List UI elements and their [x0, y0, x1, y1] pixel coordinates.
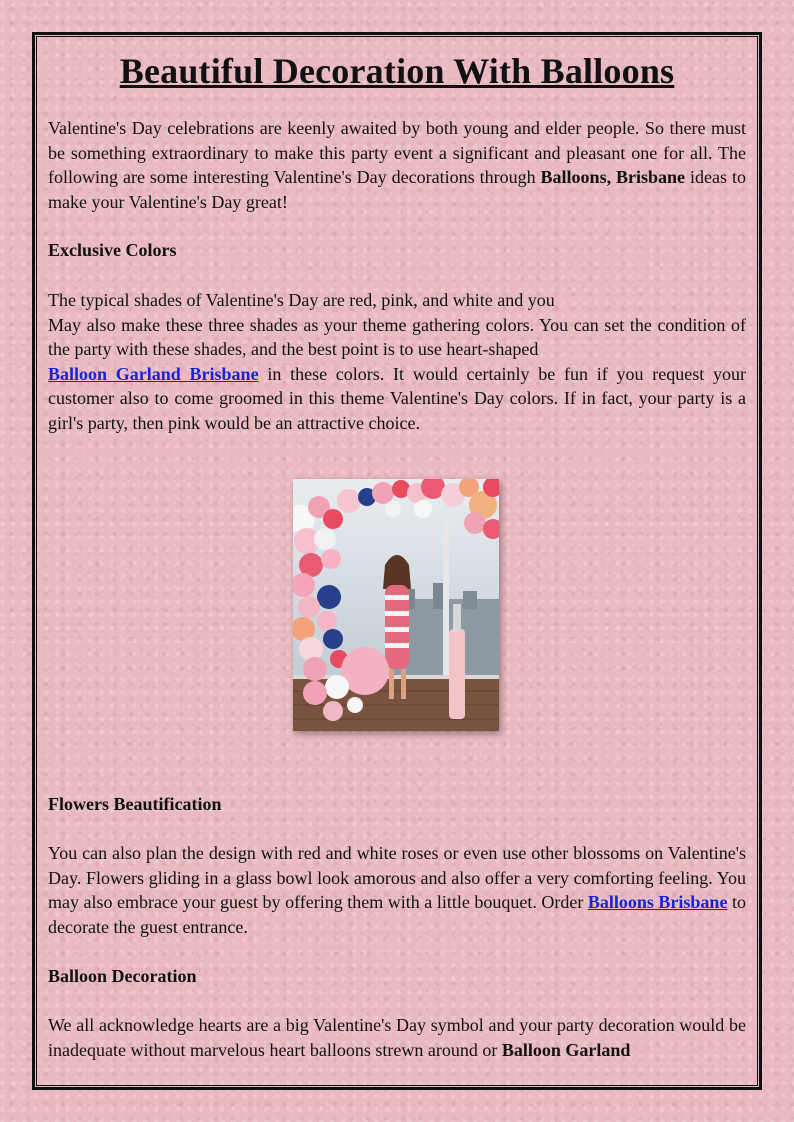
balloon-garland-brisbane-link[interactable]: Balloon Garland Brisbane: [48, 363, 259, 384]
balloon-garland-photo: [293, 479, 499, 731]
colors-paragraph: [48, 288, 746, 436]
colors-text-end: in these colors. It would certainly be fun if you request your customer also to come groomed in this theme Valentine's Day colors. If in fact, your party is a girl's party, then pink would be an attractive choice.: [48, 363, 746, 433]
heading-exclusive-colors: Exclusive Colors: [48, 240, 177, 261]
balloon-bold-keyword: Balloon Garland: [501, 1039, 631, 1060]
flowers-text-end: to decorate the guest entrance.: [48, 892, 746, 937]
document-content: [48, 48, 746, 1082]
intro-bold-keyword: Balloons, Brisbane: [540, 167, 686, 188]
balloons-brisbane-link[interactable]: Balloons Brisbane: [587, 892, 728, 913]
flowers-paragraph: [48, 841, 746, 939]
flowers-text: You can also plan the design with red and white roses or even use other blossoms on Valentine's Day. Flowers gliding in a glass bowl look amorous and also offer a very comforting feeling. You may also embrace your guest by offering them with a little bouquet. Order: [48, 843, 746, 913]
page-title: Beautiful Decoration With Balloons: [119, 51, 675, 91]
balloon-text: We all acknowledge hearts are a big Valentine's Day symbol and your party decoration would be inadequate without marvelous heart balloons strewn around or: [48, 1015, 746, 1060]
balloon-photo-illustration: [293, 479, 499, 731]
colors-line1: The typical shades of Valentine's Day are red, pink, and white and you: [48, 289, 555, 310]
intro-paragraph: [48, 116, 746, 214]
heading-flowers-beautification: Flowers Beautification: [48, 793, 222, 814]
heading-balloon-decoration: Balloon Decoration: [48, 965, 197, 986]
balloon-paragraph: [48, 1013, 746, 1062]
colors-text: May also make these three shades as your theme gathering colors. You can set the condition of the party with these shades, and the best point is to use heart-shaped: [48, 314, 746, 360]
photo-container: [48, 479, 746, 731]
intro-text-end: ideas to make your Valentine's Day great!: [48, 167, 746, 212]
intro-text: Valentine's Day celebrations are keenly awaited by both young and elder people. So there must be something extraordinary to make this party event a significant and pleasant one for all. The following are some interesting Valentine's Day decorations through: [48, 118, 746, 188]
